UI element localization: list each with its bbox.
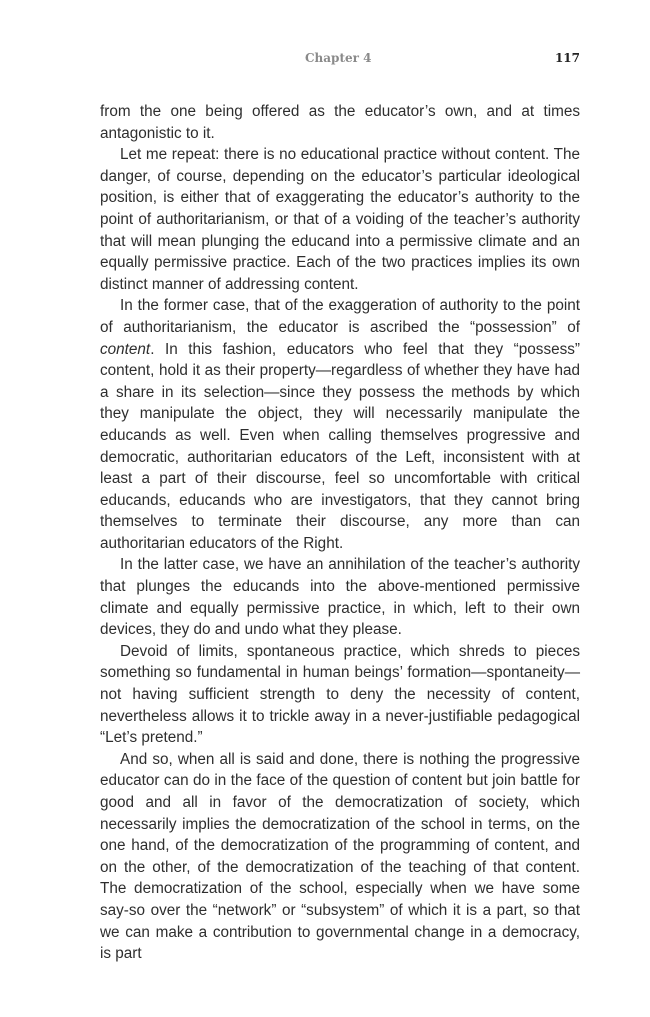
paragraph-4: In the latter case, we have an annihilation of the teacher’s authority that plunges the educands into the above-mentioned permissive climate and equally permissive practice, in which, left to their own devices, they do and undo what they please. <box>100 556 580 639</box>
chapter-label: Chapter 4 <box>305 51 372 65</box>
emphasis-content: content <box>100 340 151 358</box>
page-number: 117 <box>554 51 580 65</box>
paragraph-3-part-2: . In this fashion, educators who feel that they “possess” content, hold it as their property—regardless of whether they have had a share in its selection—since they possess the methods by which they manipulate the object, they will necessarily manipulate the educands as well. Even when calling themselves progressive and democratic, authoritarian educators of the Left, inconsistent with at least a part of their discourse, feel so uncomfortable with critical educands, educands who are investigators, that they cannot bring themselves to terminate their discourse, any more than can authoritarian educators of the Right. <box>100 340 580 552</box>
paragraph-3 <box>100 295 580 554</box>
paragraph-1: from the one being offered as the educator’s own, and at times antagonistic to it. <box>100 103 580 142</box>
body-text <box>100 101 580 965</box>
running-head <box>100 51 580 71</box>
paragraph-6: And so, when all is said and done, there is nothing the progressive educator can do in the face of the question of content but join battle for good and all in favor of the democratization of society, which necessarily implies the democratization of the school in terms, on the one hand, of the democratization of the programming of content, and on the other, of the democratization of the teaching of that content. The democratization of the school, especially when we have some say-so over the “network” or “subsystem” of which it is a part, so that we can make a contribution to governmental change in a democracy, is part <box>100 750 580 963</box>
paragraph-3-part-1: In the former case, that of the exaggeration of authority to the point of authoritarianism, the educator is ascribed the “possession” of <box>100 297 580 336</box>
paragraph-2: Let me repeat: there is no educational practice without content. The danger, of course, depending on the educator’s particular ideological position, is either that of exaggerating the educator’s authority to the point of authoritarianism, or that of a voiding of the teacher’s authority that will mean plunging the educand into a permissive climate and an equally permissive practice. Each of the two practices implies its own distinct manner of addressing content. <box>100 146 580 293</box>
paragraph-5: Devoid of limits, spontaneous practice, which shreds to pieces something so fundamental in human beings’ formation—spontaneity—not having sufficient strength to deny the necessity of content, nevertheless allows it to trickle away in a never-justifiable pedagogical “Let’s pretend.” <box>100 642 580 747</box>
